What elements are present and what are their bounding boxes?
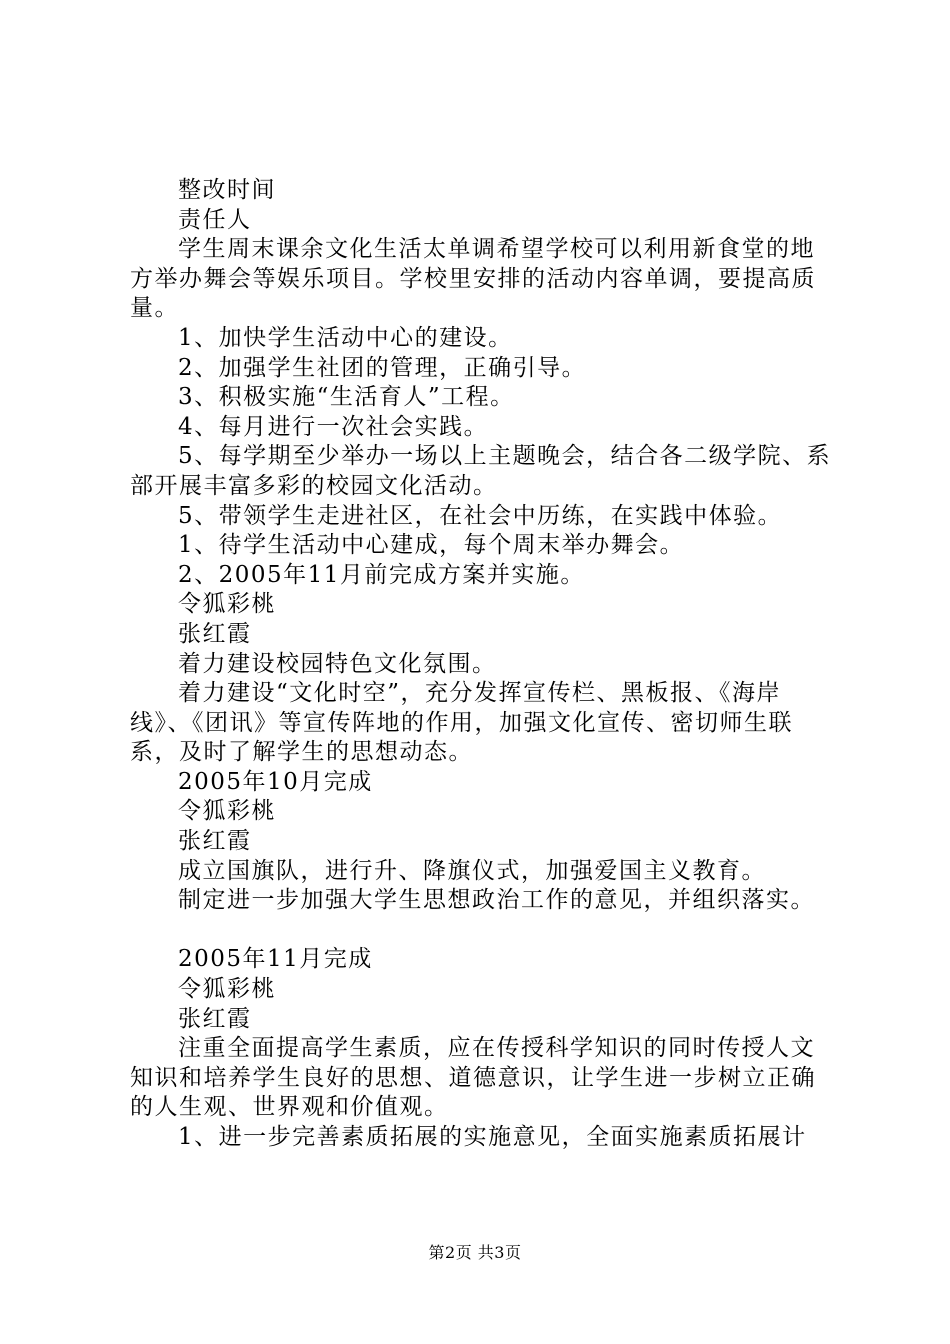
paragraph: 着力建设校园特色文化氛围。 — [178, 650, 497, 677]
page-number-footer: 第2页 共3页 — [428, 1243, 522, 1262]
paragraph: 着力建设“文化时空”，充分发挥宣传栏、黑板报、《海岸线》、《团讯》等宣传阵地的作用，加强文化宣传、密切师生联系，及时了解学生的思想动态。 — [130, 680, 793, 766]
document-body — [130, 176, 835, 1153]
paragraph: 学生周末课余文化生活太单调希望学校可以利用新食堂的地方举办舞会等娱乐项目。学校里安排的活动内容单调，要提高质量。 — [130, 236, 816, 322]
paragraph: 5、带领学生走进社区，在社会中历练，在实践中体验。 — [178, 502, 783, 529]
paragraph: 5、每学期至少举办一场以上主题晚会，结合各二级学院、系部开展丰富多彩的校园文化活动。 — [130, 443, 832, 499]
paragraph: 令狐彩桃 — [178, 591, 276, 618]
blank-line — [130, 916, 835, 946]
paragraph: 张红霞 — [178, 1005, 252, 1032]
paragraph: 2005年11月完成 — [178, 946, 373, 973]
paragraph: 制定进一步加强大学生思想政治工作的意见，并组织落实。 — [178, 887, 815, 914]
paragraph: 注重全面提高学生素质，应在传授科学知识的同时传授人文知识和培养学生良好的思想、道德意识，让学生进一步树立正确的人生观、世界观和价值观。 — [130, 1035, 816, 1121]
paragraph: 1、进一步完善素质拓展的实施意见，全面实施素质拓展计 — [178, 1124, 807, 1150]
paragraph: 3、积极实施“生活育人”工程。 — [178, 384, 515, 411]
paragraph: 2、2005年11月前完成方案并实施。 — [178, 561, 585, 588]
paragraph: 令狐彩桃 — [178, 798, 276, 825]
paragraph: 令狐彩桃 — [178, 976, 276, 1003]
paragraph: 责任人 — [178, 206, 252, 233]
paragraph: 张红霞 — [178, 828, 252, 855]
paragraph: 1、加快学生活动中心的建设。 — [178, 324, 513, 351]
paragraph: 1、待学生活动中心建成，每个周末举办舞会。 — [178, 532, 685, 559]
paragraph: 4、每月进行一次社会实践。 — [178, 413, 489, 440]
paragraph: 整改时间 — [178, 177, 276, 203]
paragraph: 成立国旗队，进行升、降旗仪式，加强爱国主义教育。 — [178, 857, 766, 884]
paragraph: 2、加强学生社团的管理，正确引导。 — [178, 354, 587, 381]
paragraph: 2005年10月完成 — [178, 768, 373, 795]
paragraph: 张红霞 — [178, 620, 252, 647]
